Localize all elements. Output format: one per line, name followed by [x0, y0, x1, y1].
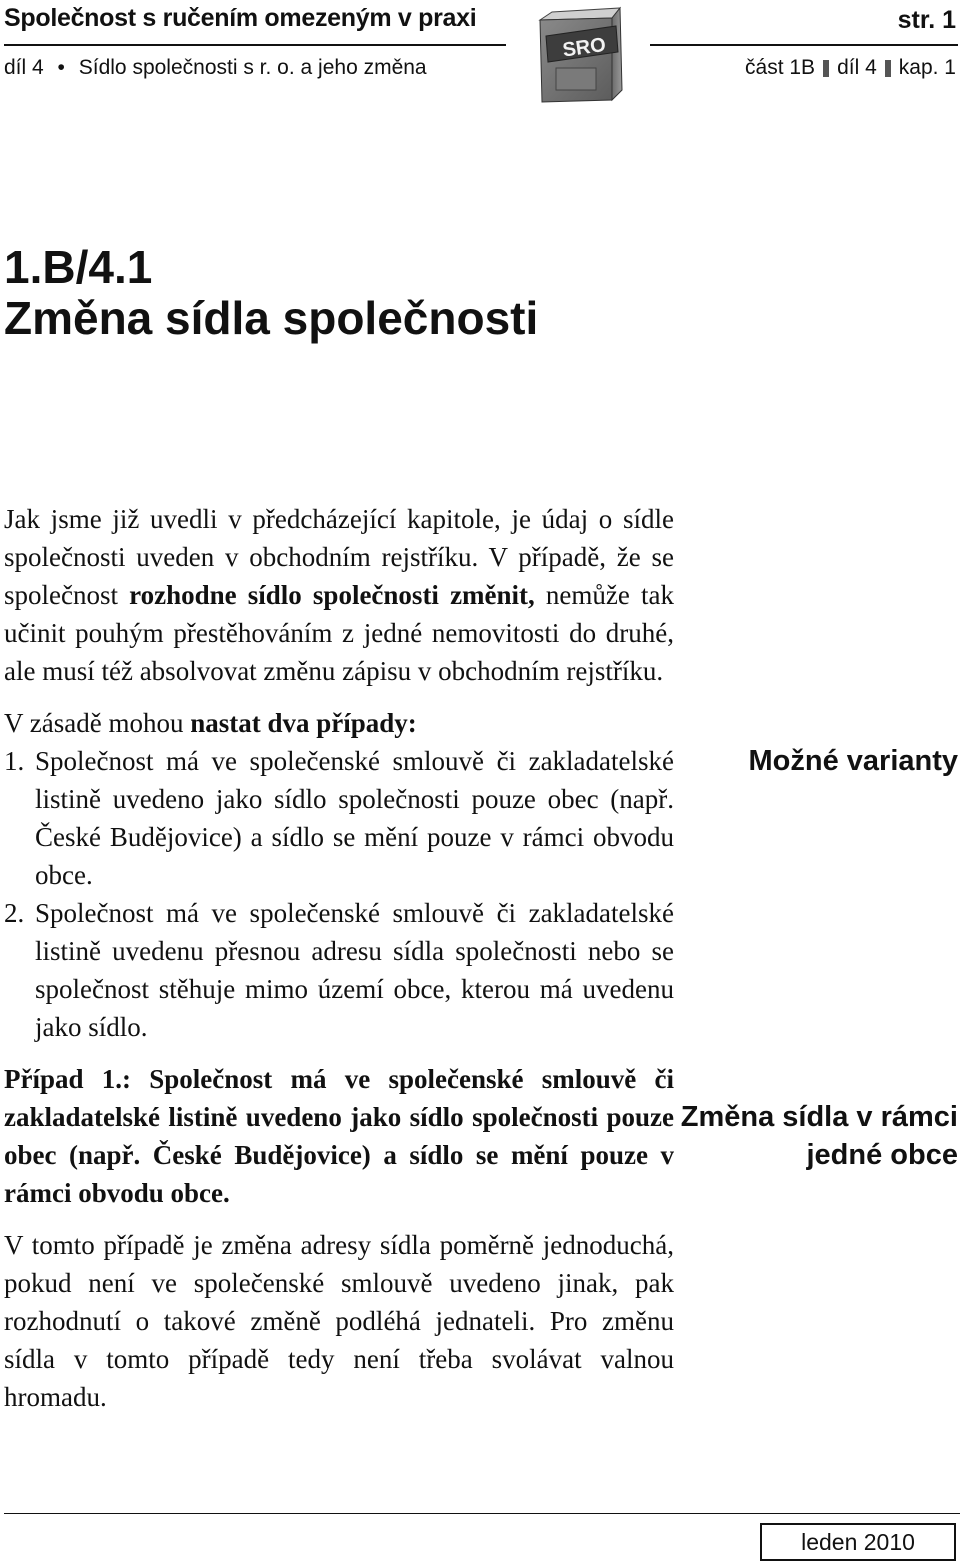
- cases-lead: V zásadě mohou nastat dva případy:: [4, 708, 417, 738]
- header-rule-left: [4, 44, 506, 46]
- subtitle-text: Sídlo společnosti s r. o. a jeho změna: [78, 56, 427, 79]
- page-number: str. 1: [897, 6, 956, 34]
- header-rule-right: [650, 44, 958, 46]
- list-item: 1. Společnost má ve společenské smlouvě či zakladatelské listině uvedeno jako sídlo společnosti pouze obec (např. České Budějovice) a sídlo se mění pouze v rámci obvodu obce.: [4, 746, 674, 890]
- intro-paragraph: Jak jsme již uvedli v předcházející kapitole, je údaj o sídle společnosti uveden v obchodním rejstříku. V případě, že se společnost rozhodne sídlo společnosti změnit, nemůže tak učinit pouhým přestěhováním z jedné nemovitosti do druhé, ale musí též absolvovat změnu zápisu v obchodním rejstříku.: [4, 504, 674, 686]
- issue-date: leden 2010: [760, 1523, 956, 1561]
- list-item: 2. Společnost má ve společenské smlouvě či zakladatelské listině uvedenu přesnou adresu sídla společnosti nebo se společnost stěhuje mimo území obce, kterou má uvedenu jako sídlo.: [4, 898, 674, 1042]
- case1-paragraph: V tomto případě je změna adresy sídla poměrně jednoduchá, pokud není ve společenské smlouvě uvedeno jinak, pak rozhodnutí o takové změně podléhá jednateli. Pro změnu sídla v tomto případě tedy není třeba svolávat valnou hromadu.: [4, 1230, 674, 1412]
- part-locator: [745, 56, 956, 80]
- margin-note-single-municipality: Změna sídla v rámci jedné obce: [680, 1101, 958, 1171]
- part-label: část 1B: [745, 56, 816, 79]
- separator-bar-icon: [885, 60, 891, 77]
- footer-rule: [4, 1513, 960, 1514]
- separator-bar-icon: [823, 60, 829, 77]
- chapter-title: Změna sídla společnosti: [4, 292, 539, 344]
- chapter-label: kap. 1: [898, 56, 956, 79]
- main-text-column: [4, 500, 674, 1416]
- section-subtitle: [4, 56, 427, 80]
- chapter-number: 1.B/4.1: [4, 241, 153, 293]
- subtitle-bullet: •: [57, 56, 65, 79]
- volume-label: díl 4: [837, 56, 877, 79]
- subtitle-part: díl 4: [4, 56, 44, 79]
- case1-heading: Případ 1.: Společnost má ve společenské smlouvě či zakladatelské listině uvedeno jako sídlo společnosti pouze obec (např. České Budějovice) a sídlo se mění pouze v rámci obvodu obce.: [4, 1064, 674, 1208]
- logo-text: SRO: [561, 33, 608, 62]
- binder-logo-icon: [532, 6, 624, 104]
- publication-title: Společnost s ručením omezeným v praxi: [4, 4, 477, 32]
- margin-note-variants: Možné varianty: [748, 745, 958, 777]
